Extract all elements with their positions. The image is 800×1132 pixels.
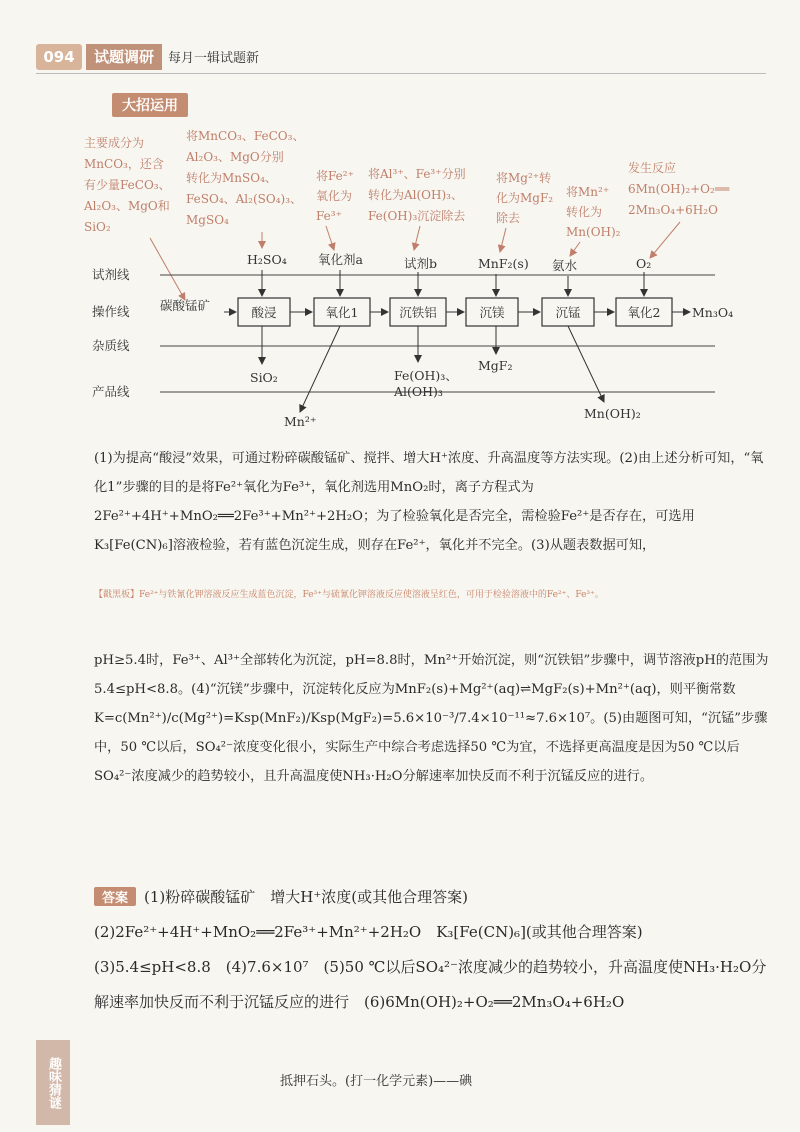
annotation-line: 2Mn₃O₄+6H₂O [628, 203, 718, 217]
reagent-label: O₂ [636, 256, 652, 271]
step-label: 酸浸 [251, 305, 277, 320]
annotation-mn [566, 184, 621, 239]
section-tag: 大招运用 [112, 93, 188, 117]
annotation-line: Al₂O₃、MgO分别 [186, 150, 284, 164]
annotation-line: Al₂O₃、MgO和 [84, 199, 170, 213]
annotation-line: 转化为 [566, 205, 603, 219]
reagent-line-label: 试剂线 [92, 267, 130, 282]
annotation-line: 发生反应 [628, 161, 677, 175]
annotation-line: 转化为MnSO₄、 [186, 171, 277, 185]
annotation-oxidation2 [628, 160, 730, 217]
operation-line-label: 操作线 [92, 304, 130, 319]
impurity-label: SiO₂ [250, 370, 278, 385]
annotation-fe-al [368, 166, 466, 223]
reagent-label: H₂SO₄ [247, 252, 287, 267]
annotation-line: FeSO₄、Al₂(SO₄)₃、 [186, 192, 302, 206]
annotation-line: 转化为Al(OH)₃、 [368, 188, 463, 202]
section-title: 试题调研 [86, 44, 162, 70]
answer-block [94, 880, 770, 1020]
annotation-pointer [150, 238, 185, 300]
annotation-line: 将MnCO₃、FeCO₃、 [186, 129, 305, 143]
annotation-line: 将Al³⁺、Fe³⁺分别 [368, 167, 466, 181]
footer-riddle: 抵押石头。(打一化学元素)——碘 [280, 1074, 473, 1089]
annotation-line: Fe(OH)₃沉淀除去 [368, 209, 466, 223]
annotation-line: 6Mn(OH)₂+O₂══ [628, 182, 730, 196]
page-number: 094 [36, 44, 82, 70]
annotation-line: 除去 [496, 211, 521, 225]
final-product-label: Mn₃O₄ [692, 305, 734, 320]
explanation-paragraph-1: (1)为提高“酸浸”效果，可通过粉碎碳酸锰矿、搅拌、增大H⁺浓度、升高温度等方法实现。(2)由上述分析可知，“氧化1”步骤的目的是将Fe²⁺氧化为Fe³⁺，氧化剂选用MnO₂时，离子方程式为2Fe²⁺+4H⁺+MnO₂══2Fe³⁺+Mn²⁺+2H₂O；为了检验氧化是否完全，需检验Fe²⁺是否存在，可选用K₃[Fe(CN)₆]溶液检验，若有蓝色沉淀生成，则存在Fe²⁺，氧化并不完全。(3)从题表数据可知， [94, 451, 764, 553]
impurity-label: Al(OH)₃ [394, 384, 443, 399]
annotation-line: SiO₂ [84, 220, 111, 234]
answer-tag: 答案 [94, 887, 136, 906]
annotation-line: 主要成分为 [84, 136, 145, 150]
reagent-label: MnF₂(s) [478, 256, 529, 271]
annotation-line: MgSO₄ [186, 213, 229, 227]
reagent-label: 氨水 [552, 258, 578, 273]
annotation-line: 将Mn²⁺ [566, 185, 610, 199]
answer-text: (1)粉碎碳酸锰矿 增大H⁺浓度(或其他合理答案) (2)2Fe²⁺+4H⁺+MnO₂══2Fe³⁺+Mn²⁺+2H₂O K₃[Fe(CN)₆](或其他合理答案) (3)5.4≤pH<8.8 (4)7.6×10⁷ (5)50 ℃以后SO₄²⁻浓度减少的趋势较小，升高温度使NH₃·H₂O分解速率加快反而不利于沉锰反应的进行 (6)6Mn(OH)₂+O₂══2Mn₃O₄+6H₂O [94, 888, 767, 1011]
step-label: 氧化1 [325, 305, 359, 320]
annotation-line: MnCO₃，还含 [84, 157, 164, 171]
annotation-line: Fe³⁺ [316, 209, 342, 223]
explanation-paragraph-2: pH≥5.4时，Fe³⁺、Al³⁺全部转化为沉淀，pH=8.8时，Mn²⁺开始沉淀，则“沉铁铝”步骤中，调节溶液pH的范围为5.4≤pH<8.8。(4)“沉镁”步骤中，沉淀转化反应为MnF₂(s)+Mg²⁺(aq)⇌MgF₂(s)+Mn²⁺(aq)，则平衡常数K=c(Mn²⁺)/c(Mg²⁺)=Ksp(MnF₂)/Ksp(MgF₂)=5.6×10⁻³/7.4×10⁻¹¹≈7.6×10⁷。(5)由题图可知，“沉锰”步骤中，50 ℃以后，SO₄²⁻浓度变化很小，实际生产中综合考虑选择50 ℃为宜，不选择更高温度是因为50 ℃以后SO₄²⁻浓度减少的趋势较小，且升高温度使NH₃·H₂O分解速率加快反而不利于沉锰反应的进行。 [94, 653, 769, 784]
annotation-line: 化为MgF₂ [496, 191, 554, 205]
annotation-pointer [500, 228, 506, 252]
step-label: 沉锰 [555, 305, 581, 320]
annotation-acid [185, 128, 304, 227]
reagent-label: 氧化剂a [318, 252, 363, 267]
side-note: 【戳黑板】Fe²⁺与铁氰化钾溶液反应生成蓝色沉淀，Fe³⁺与硫氰化钾溶液反应使溶液呈红色，可用于检验溶液中的Fe²⁺、Fe³⁺。 [94, 590, 604, 600]
product-line-label: 产品线 [92, 384, 130, 399]
sidebar-tab: 趣味猜谜 [36, 1040, 70, 1125]
start-material-label: 碳酸锰矿 [160, 298, 211, 313]
step-label: 氧化2 [627, 305, 661, 320]
reagent-label: 试剂b [404, 256, 438, 271]
annotation-line: Mn(OH)₂ [566, 225, 621, 239]
product-label: Mn²⁺ [284, 414, 317, 429]
annotation-pointer [326, 226, 334, 250]
step-label: 沉镁 [479, 305, 505, 320]
annotation-line: 氧化为 [316, 189, 353, 203]
product-label: Mn(OH)₂ [584, 406, 641, 421]
annotation-pointer [650, 222, 680, 258]
impurity-line-label: 杂质线 [92, 338, 130, 353]
step-label: 沉铁铝 [399, 305, 437, 320]
annotation-pointer [570, 242, 580, 256]
annotation-raw [83, 135, 171, 234]
annotation-mg [496, 170, 553, 225]
annotation-line: 将Fe²⁺ [316, 169, 354, 183]
annotation-line: 有少量FeCO₃、 [84, 178, 171, 192]
annotation-line: 将Mg²⁺转 [496, 171, 552, 185]
annotation-oxidation1 [316, 168, 354, 223]
impurity-label: Fe(OH)₃、 [394, 368, 458, 383]
header-subtitle: 每月一辑试题新 [168, 51, 260, 66]
impurity-label: MgF₂ [478, 358, 513, 373]
annotation-pointer [414, 226, 420, 250]
